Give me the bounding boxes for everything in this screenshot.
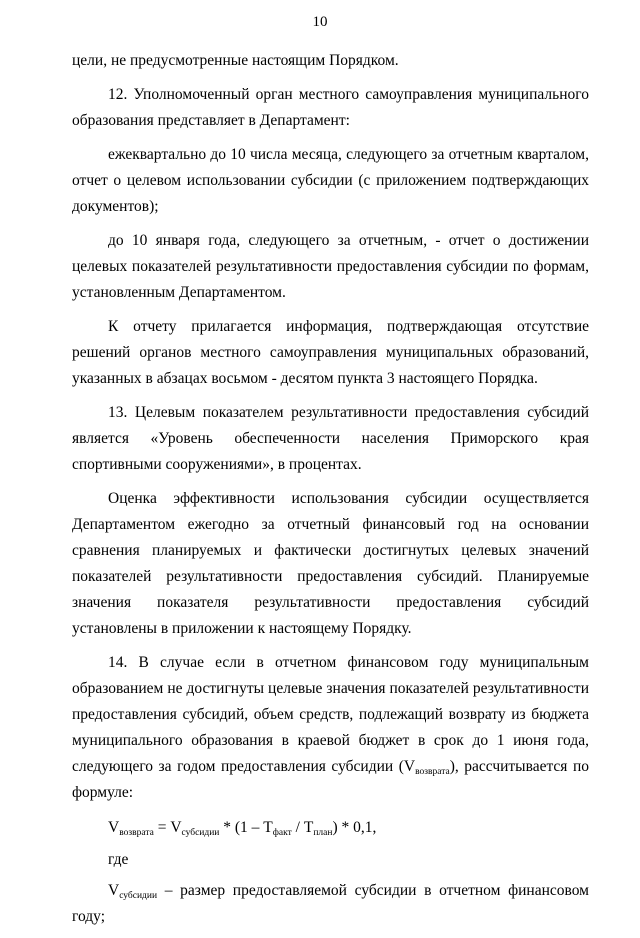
page-number: 10 (312, 14, 328, 30)
item-14-subscript: возврата (415, 767, 450, 777)
formula-sub-subsidy: субсидии (181, 828, 220, 838)
formula-sub-fact: факт (272, 828, 292, 838)
paragraph-annual-report: до 10 января года, следующего за отчетным, - отчет о достижении целевых показателей результативности предоставления субсидии по формам, установленным Департаментом. (72, 232, 589, 301)
paragraph-efficiency-assessment: Оценка эффективности использования субсидии осуществляется Департаментом ежегодно за отчетный финансовый год на основании сравнения планируемых и фактически достигнутых целевых значений показателей результативности предоставления субсидий. Планируемые значения показателя результативности предоставления субсидий установлены в приложении к настоящему Порядку. (72, 490, 589, 637)
formula-sub-plan: план (313, 828, 333, 838)
formula-v: V (108, 819, 120, 836)
paragraph-item-12: 12. Уполномоченный орган местного самоуправления муниципального образования представляет в Департамент: (72, 86, 589, 129)
formula-slash: / T (291, 819, 314, 836)
formula-tail: ) * 0,1, (332, 819, 377, 836)
item-14-text: 14. В случае если в отчетном финансовом году муниципальным образованием не достигнуты целевые значения показателей результативности предоставления субсидий, объем средств, подлежащий возврату из бюджета муниципального образования в краевой бюджет в срок до 1 июня года, следующего за годом предоставления субсидии (V (72, 654, 589, 775)
formula-eq: = V (153, 819, 182, 836)
item-14-text-end: ), рассчитывается по формуле: (72, 758, 589, 801)
formula-mid: * (1 – T (219, 819, 273, 836)
document-body (72, 48, 589, 938)
paragraph-item-14 (72, 650, 589, 806)
paragraph-continuation: цели, не предусмотренные настоящим Порядком. (72, 52, 399, 69)
paragraph-report-attachment: К отчету прилагается информация, подтверждающая отсутствие решений органов местного самоуправления муниципальных образований, указанных в абзацах восьмом - десятом пункта 3 настоящего Порядка. (72, 318, 589, 387)
paragraph-subsidy-definition (72, 878, 589, 930)
paragraph-quarterly-report: ежеквартально до 10 числа месяца, следующего за отчетным кварталом, отчет о целевом использовании субсидии (с приложением подтверждающих документов); (72, 146, 589, 215)
where-label: где (108, 851, 129, 868)
paragraph-item-13: 13. Целевым показателем результативности предоставления субсидий является «Уровень обеспеченности населения Приморского края спортивными сооружениями», в процентах. (72, 404, 589, 473)
refund-formula (72, 814, 589, 842)
subsidy-v: V (108, 882, 120, 899)
subsidy-definition-text: – размер предоставляемой субсидии в отчетном финансовом году; (72, 882, 589, 925)
formula-sub-return: возврата (119, 828, 154, 838)
subsidy-subscript: субсидии (119, 891, 158, 901)
